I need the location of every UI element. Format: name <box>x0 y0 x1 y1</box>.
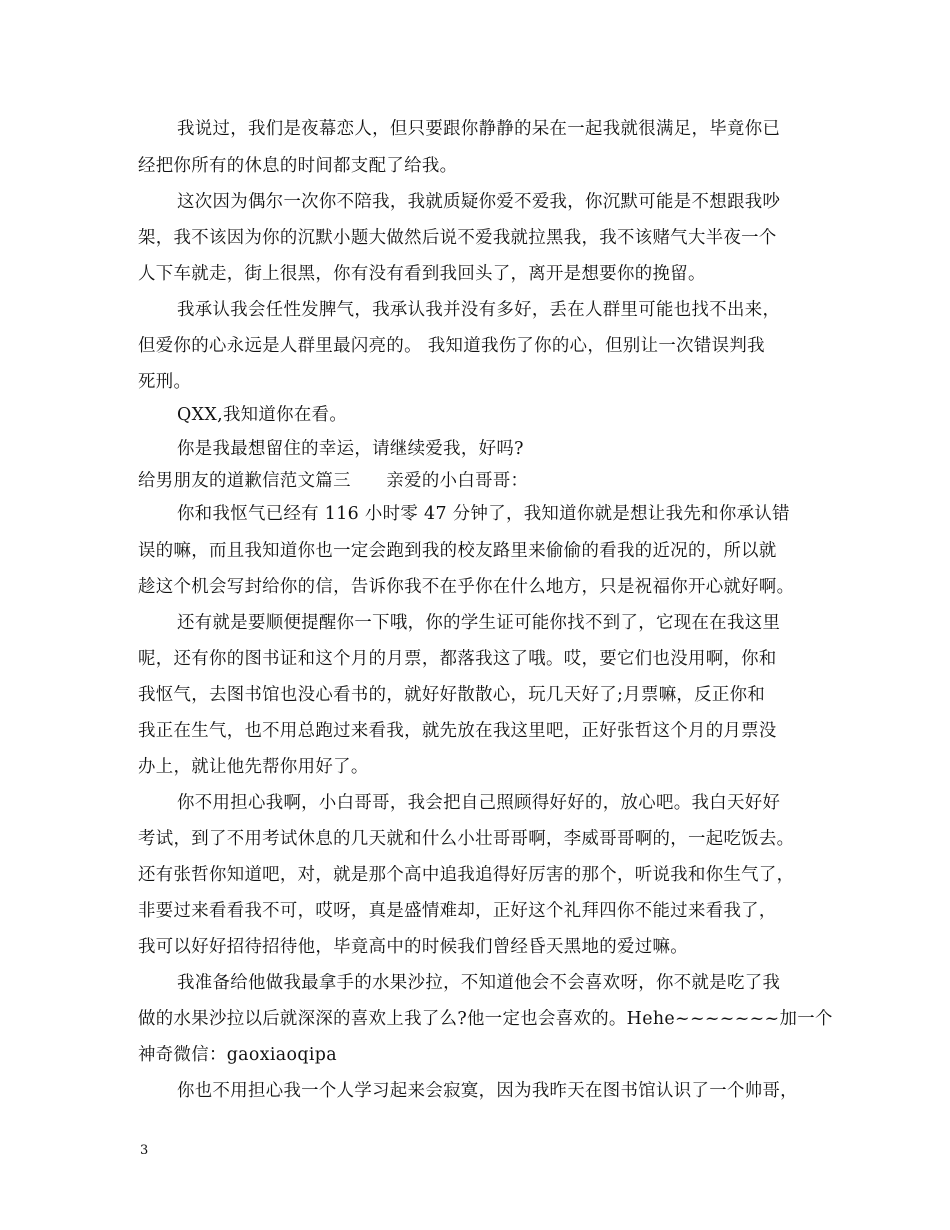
paragraph-line: 你和我怄气已经有 116 小时零 47 分钟了，我知道你就是想让我先和你承认错 <box>177 504 790 524</box>
paragraph-line: 考试，到了不用考试休息的几天就和什么小壮哥哥啊，李威哥哥啊的，一起吃饭去。 <box>138 829 795 849</box>
paragraph-line: 我怄气，去图书馆也没心看书的，就好好散散心，玩几天好了;月票嘛，反正你和 <box>138 685 766 705</box>
paragraph-line: 你也不用担心我一个人学习起来会寂寞，因为我昨天在图书馆认识了一个帅哥， <box>177 1081 798 1101</box>
paragraph-line: 你是我最想留住的幸运，请继续爱我，好吗? <box>177 439 524 459</box>
paragraph-line: 这次因为偶尔一次你不陪我，我就质疑你爱不爱我，你沉默可能是不想跟我吵 <box>177 192 781 212</box>
page-number: 3 <box>140 1143 149 1158</box>
paragraph-line: 死刑。 <box>138 372 192 392</box>
section-heading: 给男朋友的道歉信范文篇三 亲爱的小白哥哥： <box>138 471 529 491</box>
paragraph-line: 我正在生气，也不用总跑过来看我，就先放在我这里吧，正好张哲这个月的月票没 <box>138 721 777 741</box>
paragraph-line: 误的嘛，而且我知道你也一定会跑到我的校友路里来偷偷的看我的近况的，所以就 <box>138 541 777 561</box>
paragraph-line: 我准备给他做我最拿手的水果沙拉，不知道他会不会喜欢呀，你不就是吃了我 <box>177 973 781 993</box>
paragraph-line: 你不用担心我啊，小白哥哥，我会把自己照顾得好好的，放心吧。我白天好好 <box>177 793 781 813</box>
paragraph-line: 神奇微信：gaoxiaoqipa <box>138 1045 337 1065</box>
paragraph-line: 做的水果沙拉以后就深深的喜欢上我了么?他一定也会喜欢的。Hehe~~~~~~~加一个 <box>138 1009 833 1029</box>
paragraph-line: QXX,我知道你在看。 <box>177 405 348 425</box>
paragraph-line: 我说过，我们是夜幕恋人，但只要跟你静静的呆在一起我就很满足，毕竟你已 <box>177 119 781 139</box>
paragraph-line: 还有就是要顺便提醒你一下哦，你的学生证可能你找不到了，它现在在我这里 <box>177 613 781 633</box>
paragraph-line: 人下车就走，街上很黑，你有没有看到我回头了，离开是想要你的挽留。 <box>138 264 706 284</box>
paragraph-line: 办上，就让他先帮你用好了。 <box>138 757 369 777</box>
paragraph-line: 经把你所有的休息的时间都支配了给我。 <box>138 156 458 176</box>
paragraph-line: 还有张哲你知道吧，对，就是那个高中追我追得好厉害的那个，听说我和你生气了， <box>138 865 795 885</box>
paragraph-line: 非要过来看看我不可，哎呀，真是盛情难却，正好这个礼拜四你不能过来看我了， <box>138 901 777 921</box>
paragraph-line: 趁这个机会写封给你的信，告诉你我不在乎你在什么地方，只是祝福你开心就好啊。 <box>138 577 795 597</box>
paragraph-line: 但爱你的心永远是人群里最闪亮的。 我知道我伤了你的心，但别让一次错误判我 <box>138 336 765 356</box>
paragraph-line: 我承认我会任性发脾气，我承认我并没有多好，丢在人群里可能也找不出来， <box>177 300 781 320</box>
paragraph-line: 我可以好好招待招待他，毕竟高中的时候我们曾经昏天黑地的爱过嘛。 <box>138 937 688 957</box>
paragraph-line: 架，我不该因为你的沉默小题大做然后说不爱我就拉黑我，我不该赌气大半夜一个 <box>138 228 777 248</box>
paragraph-line: 呢，还有你的图书证和这个月的月票，都落我这了哦。哎，要它们也没用啊，你和 <box>138 649 777 669</box>
